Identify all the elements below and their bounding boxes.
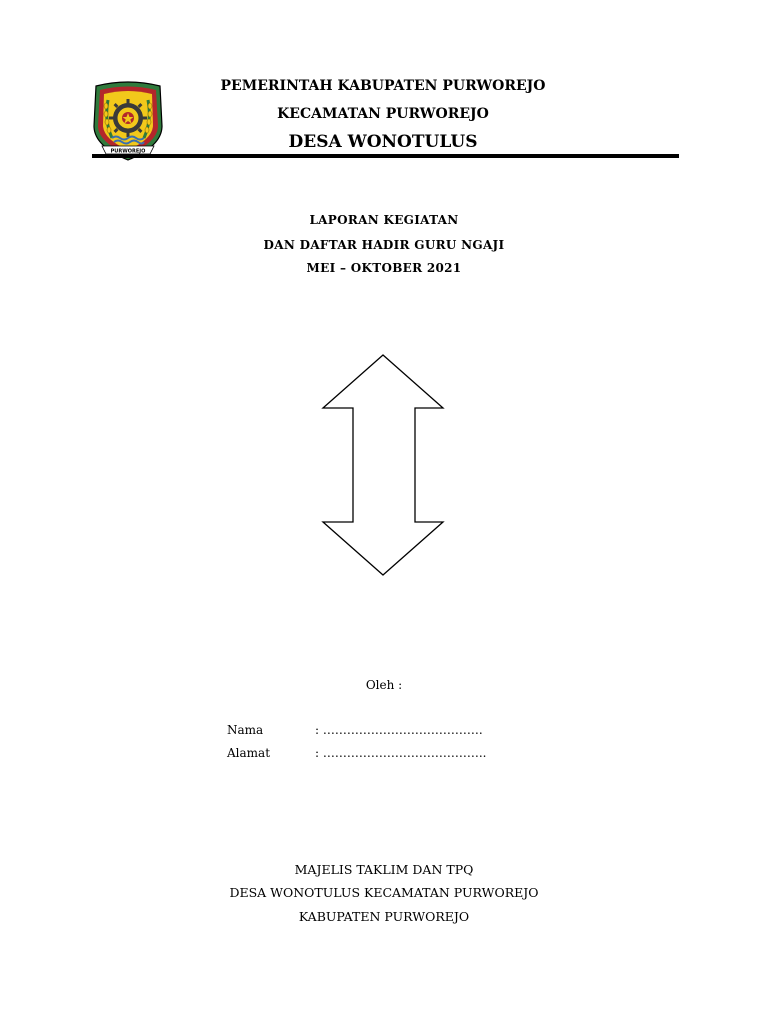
address-label: Alamat bbox=[227, 746, 271, 760]
footer-organization: MAJELIS TAKLIM DAN TPQ bbox=[294, 862, 474, 877]
footer-regency: KABUPATEN PURWOREJO bbox=[298, 909, 470, 924]
by-label: Oleh : bbox=[365, 678, 403, 692]
letterhead-government: PEMERINTAH KABUPATEN PURWOREJO bbox=[220, 78, 546, 94]
report-period: MEI – OKTOBER 2021 bbox=[306, 261, 462, 275]
svg-text:PURWOREJO: PURWOREJO bbox=[110, 148, 146, 155]
letterhead-district: KECAMATAN PURWOREJO bbox=[277, 106, 489, 122]
name-field: : …………………………………. bbox=[315, 723, 483, 737]
name-label: Nama bbox=[227, 723, 264, 737]
address-field: : ………………………………….. bbox=[315, 746, 487, 760]
purworejo-emblem-icon bbox=[88, 80, 168, 162]
footer-village: DESA WONOTULUS KECAMATAN PURWOREJO bbox=[229, 885, 539, 900]
letterhead-village: DESA WONOTULUS bbox=[288, 132, 478, 152]
double-arrow-icon bbox=[320, 353, 446, 577]
report-subtitle: DAN DAFTAR HADIR GURU NGAJI bbox=[263, 238, 505, 252]
letterhead-divider bbox=[92, 154, 679, 158]
report-title: LAPORAN KEGIATAN bbox=[309, 213, 459, 227]
